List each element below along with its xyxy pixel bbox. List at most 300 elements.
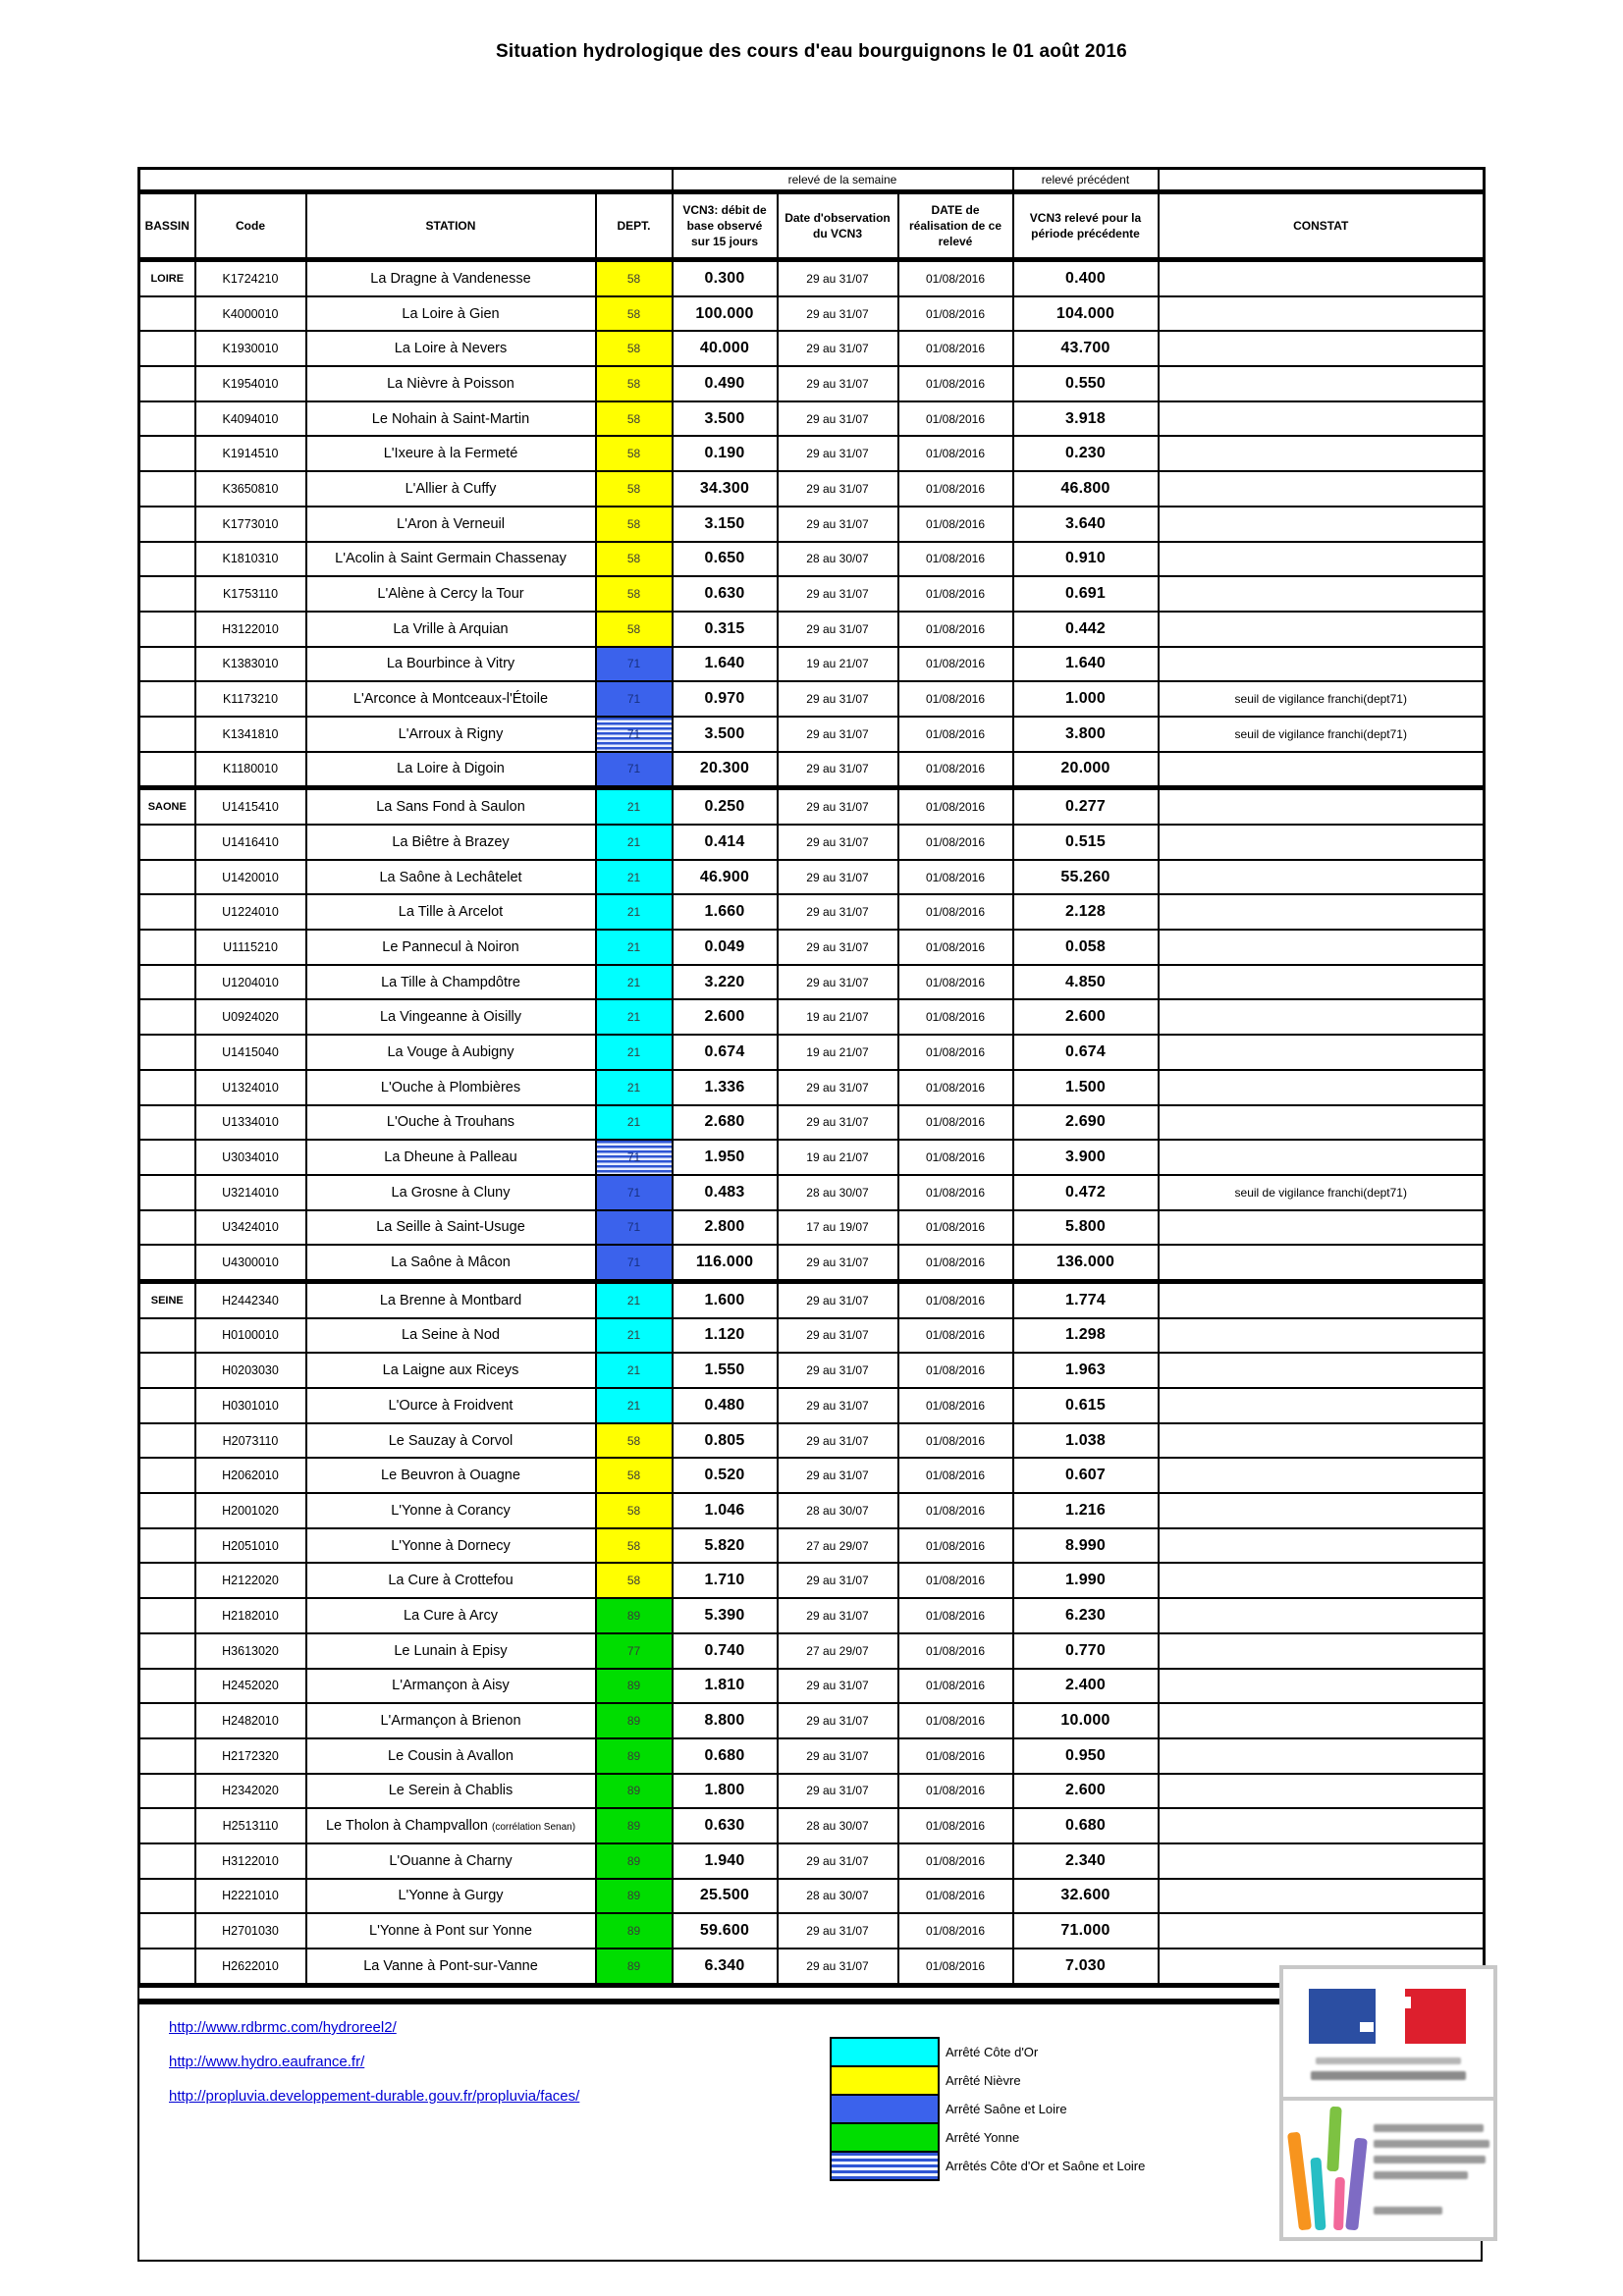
dept-badge: 58 xyxy=(596,612,673,647)
dept-badge: 58 xyxy=(596,1528,673,1564)
station-code: H2073110 xyxy=(195,1423,306,1459)
observation-date: 29 au 31/07 xyxy=(778,1070,898,1105)
previous-vcn3: 0.058 xyxy=(1013,930,1159,965)
station-name: L'Allier à Cuffy xyxy=(306,471,596,507)
header-vcn3: VCN3: débit de base observé sur 15 jours xyxy=(673,192,778,260)
vcn3-value: 3.500 xyxy=(673,401,778,437)
table-row xyxy=(139,1808,1485,1843)
logo-caption-line xyxy=(1316,2057,1461,2064)
constat-note xyxy=(1159,1563,1485,1598)
constat-note xyxy=(1159,788,1485,825)
previous-vcn3: 0.400 xyxy=(1013,260,1159,296)
previous-vcn3: 1.000 xyxy=(1013,681,1159,717)
station-name: Le Pannecul à Noiron xyxy=(306,930,596,965)
table-row xyxy=(139,930,1485,965)
vcn3-value: 20.300 xyxy=(673,752,778,788)
observation-date: 29 au 31/07 xyxy=(778,1105,898,1141)
station-code: U1204010 xyxy=(195,965,306,1000)
constat-note xyxy=(1159,1808,1485,1843)
station-code: U1115210 xyxy=(195,930,306,965)
observation-date: 28 au 30/07 xyxy=(778,1175,898,1210)
survey-date: 01/08/2016 xyxy=(898,1458,1013,1493)
dept-badge: 71 xyxy=(596,752,673,788)
station-name: La Vouge à Aubigny xyxy=(306,1035,596,1070)
bassin-cell xyxy=(139,1738,195,1774)
vcn3-value: 0.970 xyxy=(673,681,778,717)
station-code: H2001020 xyxy=(195,1493,306,1528)
bassin-cell xyxy=(139,1774,195,1809)
station-code: H0203030 xyxy=(195,1353,306,1388)
previous-vcn3: 1.640 xyxy=(1013,647,1159,682)
observation-date: 19 au 21/07 xyxy=(778,647,898,682)
station-name: La Biêtre à Brazey xyxy=(306,825,596,860)
bassin-cell xyxy=(139,1703,195,1738)
station-name: La Dragne à Vandenesse xyxy=(306,260,596,296)
dept-badge: 58 xyxy=(596,401,673,437)
observation-date: 29 au 31/07 xyxy=(778,576,898,612)
station-name: La Vrille à Arquian xyxy=(306,612,596,647)
table-row xyxy=(139,1353,1485,1388)
vcn3-value: 2.800 xyxy=(673,1210,778,1246)
observation-date: 29 au 31/07 xyxy=(778,965,898,1000)
dreal-caption-line xyxy=(1374,2140,1489,2148)
station-code: K1773010 xyxy=(195,507,306,542)
constat-note: seuil de vigilance franchi(dept71) xyxy=(1159,681,1485,717)
constat-note xyxy=(1159,1703,1485,1738)
header-row xyxy=(139,192,1485,260)
station-name: La Vanne à Pont-sur-Vanne xyxy=(306,1949,596,1985)
constat-note: seuil de vigilance franchi(dept71) xyxy=(1159,717,1485,752)
dept-badge: 89 xyxy=(596,1879,673,1914)
dept-badge: 21 xyxy=(596,788,673,825)
bassin-cell xyxy=(139,1245,195,1281)
bassin-cell xyxy=(139,1598,195,1633)
previous-vcn3: 0.515 xyxy=(1013,825,1159,860)
station-name: L'Ixeure à la Fermeté xyxy=(306,436,596,471)
constat-note xyxy=(1159,1388,1485,1423)
observation-date: 27 au 29/07 xyxy=(778,1633,898,1669)
station-name: La Loire à Digoin xyxy=(306,752,596,788)
previous-vcn3: 2.340 xyxy=(1013,1843,1159,1879)
dept-badge: 58 xyxy=(596,366,673,401)
observation-date: 29 au 31/07 xyxy=(778,1245,898,1281)
hydrology-table xyxy=(137,167,1486,1988)
station-name: L'Aron à Verneuil xyxy=(306,507,596,542)
vcn3-value: 0.480 xyxy=(673,1388,778,1423)
constat-note xyxy=(1159,542,1485,577)
vcn3-value: 0.414 xyxy=(673,825,778,860)
band-releve-precedent: relevé précédent xyxy=(1013,169,1159,192)
station-code: K1383010 xyxy=(195,647,306,682)
vcn3-value: 0.315 xyxy=(673,612,778,647)
table-row xyxy=(139,1774,1485,1809)
previous-vcn3: 0.910 xyxy=(1013,542,1159,577)
band-row xyxy=(139,169,1485,192)
previous-vcn3: 3.918 xyxy=(1013,401,1159,437)
previous-vcn3: 0.680 xyxy=(1013,1808,1159,1843)
table-row xyxy=(139,331,1485,366)
bassin-cell xyxy=(139,471,195,507)
previous-vcn3: 8.990 xyxy=(1013,1528,1159,1564)
survey-date: 01/08/2016 xyxy=(898,894,1013,930)
survey-date: 01/08/2016 xyxy=(898,788,1013,825)
observation-date: 29 au 31/07 xyxy=(778,1843,898,1879)
vcn3-value: 1.600 xyxy=(673,1281,778,1317)
constat-note xyxy=(1159,999,1485,1035)
station-code: H2182010 xyxy=(195,1598,306,1633)
station-name: L'Ouanne à Charny xyxy=(306,1843,596,1879)
vcn3-value: 0.520 xyxy=(673,1458,778,1493)
table-row xyxy=(139,1598,1485,1633)
header-constat: CONSTAT xyxy=(1159,192,1485,260)
dept-badge: 21 xyxy=(596,930,673,965)
dept-badge: 89 xyxy=(596,1843,673,1879)
legend-swatch-green xyxy=(830,2122,940,2153)
survey-date: 01/08/2016 xyxy=(898,647,1013,682)
vcn3-value: 0.490 xyxy=(673,366,778,401)
dept-badge: 89 xyxy=(596,1774,673,1809)
survey-date: 01/08/2016 xyxy=(898,1353,1013,1388)
table-row xyxy=(139,752,1485,788)
survey-date: 01/08/2016 xyxy=(898,681,1013,717)
constat-note xyxy=(1159,1633,1485,1669)
constat-note xyxy=(1159,366,1485,401)
survey-date: 01/08/2016 xyxy=(898,1388,1013,1423)
dept-badge: 58 xyxy=(596,471,673,507)
vcn3-value: 59.600 xyxy=(673,1913,778,1949)
vcn3-value: 1.950 xyxy=(673,1140,778,1175)
previous-vcn3: 2.690 xyxy=(1013,1105,1159,1141)
survey-date: 01/08/2016 xyxy=(898,1738,1013,1774)
table-row xyxy=(139,1563,1485,1598)
dept-badge: 71 xyxy=(596,647,673,682)
survey-date: 01/08/2016 xyxy=(898,1105,1013,1141)
previous-vcn3: 0.770 xyxy=(1013,1633,1159,1669)
station-code: K3650810 xyxy=(195,471,306,507)
station-code: H2482010 xyxy=(195,1703,306,1738)
constat-note xyxy=(1159,576,1485,612)
vcn3-value: 0.300 xyxy=(673,260,778,296)
dept-badge: 21 xyxy=(596,1353,673,1388)
observation-date: 27 au 29/07 xyxy=(778,1528,898,1564)
station-code: U1415410 xyxy=(195,788,306,825)
survey-date: 01/08/2016 xyxy=(898,260,1013,296)
observation-date: 29 au 31/07 xyxy=(778,507,898,542)
previous-vcn3: 0.230 xyxy=(1013,436,1159,471)
observation-date: 19 au 21/07 xyxy=(778,1140,898,1175)
bassin-cell xyxy=(139,1458,195,1493)
observation-date: 29 au 31/07 xyxy=(778,717,898,752)
previous-vcn3: 5.800 xyxy=(1013,1210,1159,1246)
previous-vcn3: 2.600 xyxy=(1013,999,1159,1035)
constat-note xyxy=(1159,507,1485,542)
station-name: L'Yonne à Pont sur Yonne xyxy=(306,1913,596,1949)
vcn3-value: 1.710 xyxy=(673,1563,778,1598)
survey-date: 01/08/2016 xyxy=(898,1949,1013,1985)
previous-vcn3: 0.674 xyxy=(1013,1035,1159,1070)
legend-label: Arrêtés Côte d'Or et Saône et Loire xyxy=(946,2159,1146,2173)
survey-date: 01/08/2016 xyxy=(898,1070,1013,1105)
bassin-cell xyxy=(139,1843,195,1879)
table-row xyxy=(139,401,1485,437)
dept-badge: 71 xyxy=(596,1245,673,1281)
dept-badge: 58 xyxy=(596,1493,673,1528)
dept-badge: 71 xyxy=(596,1175,673,1210)
table-row xyxy=(139,999,1485,1035)
legend-swatch-blue xyxy=(830,2094,940,2124)
table-row xyxy=(139,542,1485,577)
links-block xyxy=(169,2010,579,2113)
bassin-cell xyxy=(139,436,195,471)
dept-badge: 21 xyxy=(596,825,673,860)
previous-vcn3: 1.298 xyxy=(1013,1318,1159,1354)
survey-date: 01/08/2016 xyxy=(898,471,1013,507)
constat-note: seuil de vigilance franchi(dept71) xyxy=(1159,1175,1485,1210)
legend-swatch-striped xyxy=(830,2151,940,2181)
survey-date: 01/08/2016 xyxy=(898,436,1013,471)
station-code: K1810310 xyxy=(195,542,306,577)
survey-date: 01/08/2016 xyxy=(898,542,1013,577)
constat-note xyxy=(1159,260,1485,296)
station-code: U1415040 xyxy=(195,1035,306,1070)
vcn3-value: 1.660 xyxy=(673,894,778,930)
station-name: L'Arconce à Montceaux-l'Étoile xyxy=(306,681,596,717)
bassin-cell xyxy=(139,1318,195,1354)
survey-date: 01/08/2016 xyxy=(898,1633,1013,1669)
dept-badge: 21 xyxy=(596,1388,673,1423)
table-row xyxy=(139,1703,1485,1738)
bassin-cell xyxy=(139,1035,195,1070)
table-row xyxy=(139,1105,1485,1141)
vcn3-value: 1.800 xyxy=(673,1774,778,1809)
constat-note xyxy=(1159,401,1485,437)
survey-date: 01/08/2016 xyxy=(898,576,1013,612)
vcn3-value: 0.049 xyxy=(673,930,778,965)
bassin-cell xyxy=(139,576,195,612)
station-name: L'Acolin à Saint Germain Chassenay xyxy=(306,542,596,577)
constat-note xyxy=(1159,1281,1485,1317)
constat-note xyxy=(1159,1423,1485,1459)
dept-badge: 89 xyxy=(596,1738,673,1774)
dept-badge: 71 xyxy=(596,681,673,717)
observation-date: 29 au 31/07 xyxy=(778,260,898,296)
previous-vcn3: 1.216 xyxy=(1013,1493,1159,1528)
previous-vcn3: 20.000 xyxy=(1013,752,1159,788)
dept-badge: 21 xyxy=(596,999,673,1035)
station-name: La Loire à Gien xyxy=(306,296,596,332)
bassin-cell: LOIRE xyxy=(139,260,195,296)
vcn3-value: 40.000 xyxy=(673,331,778,366)
bassin-cell xyxy=(139,1528,195,1564)
dept-badge: 21 xyxy=(596,1105,673,1141)
previous-vcn3: 1.500 xyxy=(1013,1070,1159,1105)
table-body xyxy=(139,260,1485,1986)
survey-date: 01/08/2016 xyxy=(898,1703,1013,1738)
constat-note xyxy=(1159,1458,1485,1493)
survey-date: 01/08/2016 xyxy=(898,999,1013,1035)
bassin-cell: SAONE xyxy=(139,788,195,825)
bassin-cell xyxy=(139,717,195,752)
observation-date: 29 au 31/07 xyxy=(778,1563,898,1598)
station-code: H0301010 xyxy=(195,1388,306,1423)
observation-date: 29 au 31/07 xyxy=(778,681,898,717)
station-code: K1724210 xyxy=(195,260,306,296)
table-row xyxy=(139,1458,1485,1493)
observation-date: 28 au 30/07 xyxy=(778,1493,898,1528)
previous-vcn3: 6.230 xyxy=(1013,1598,1159,1633)
constat-note xyxy=(1159,331,1485,366)
dept-badge: 89 xyxy=(596,1808,673,1843)
station-code: U4300010 xyxy=(195,1245,306,1281)
republique-francaise-flag-logo xyxy=(1283,1969,1493,2101)
observation-date: 29 au 31/07 xyxy=(778,1423,898,1459)
table-row xyxy=(139,647,1485,682)
dept-badge: 89 xyxy=(596,1949,673,1985)
bassin-cell xyxy=(139,612,195,647)
previous-vcn3: 4.850 xyxy=(1013,965,1159,1000)
constat-note xyxy=(1159,894,1485,930)
table-row xyxy=(139,681,1485,717)
table-row xyxy=(139,1281,1485,1317)
previous-vcn3: 2.600 xyxy=(1013,1774,1159,1809)
legend-label: Arrêté Saône et Loire xyxy=(946,2102,1067,2116)
dept-badge: 77 xyxy=(596,1633,673,1669)
bassin-cell xyxy=(139,647,195,682)
legend-item xyxy=(830,2037,1145,2067)
station-name: L'Armançon à Brienon xyxy=(306,1703,596,1738)
table-row xyxy=(139,825,1485,860)
bassin-cell xyxy=(139,1353,195,1388)
previous-vcn3: 0.550 xyxy=(1013,366,1159,401)
bassin-cell xyxy=(139,1563,195,1598)
vcn3-value: 6.340 xyxy=(673,1949,778,1985)
survey-date: 01/08/2016 xyxy=(898,965,1013,1000)
observation-date: 17 au 19/07 xyxy=(778,1210,898,1246)
station-name: La Nièvre à Poisson xyxy=(306,366,596,401)
survey-date: 01/08/2016 xyxy=(898,1175,1013,1210)
header-dept: DEPT. xyxy=(596,192,673,260)
table-row xyxy=(139,471,1485,507)
bassin-cell xyxy=(139,1493,195,1528)
survey-date: 01/08/2016 xyxy=(898,1035,1013,1070)
constat-note xyxy=(1159,612,1485,647)
dreal-caption-line xyxy=(1374,2156,1486,2163)
station-code: H3613020 xyxy=(195,1633,306,1669)
station-name: La Saône à Mâcon xyxy=(306,1245,596,1281)
station-code: H2051010 xyxy=(195,1528,306,1564)
link-eaufrance[interactable]: http://www.hydro.eaufrance.fr/ xyxy=(169,2054,365,2070)
survey-date: 01/08/2016 xyxy=(898,1140,1013,1175)
observation-date: 29 au 31/07 xyxy=(778,1281,898,1317)
observation-date: 29 au 31/07 xyxy=(778,1353,898,1388)
previous-vcn3: 104.000 xyxy=(1013,296,1159,332)
header-date-realisation: DATE de réalisation de ce relevé xyxy=(898,192,1013,260)
previous-vcn3: 1.774 xyxy=(1013,1281,1159,1317)
previous-vcn3: 3.640 xyxy=(1013,507,1159,542)
vcn3-value: 0.650 xyxy=(673,542,778,577)
dept-badge: 89 xyxy=(596,1703,673,1738)
table-row xyxy=(139,260,1485,296)
bassin-cell xyxy=(139,825,195,860)
bassin-cell xyxy=(139,1913,195,1949)
station-code: U1334010 xyxy=(195,1105,306,1141)
station-code: H2701030 xyxy=(195,1913,306,1949)
table-row xyxy=(139,717,1485,752)
previous-vcn3: 0.950 xyxy=(1013,1738,1159,1774)
observation-date: 29 au 31/07 xyxy=(778,860,898,895)
bassin-cell xyxy=(139,1175,195,1210)
station-code: K4000010 xyxy=(195,296,306,332)
link-hydroreel[interactable]: http://www.rdbrmc.com/hydroreel2/ xyxy=(169,2019,397,2036)
previous-vcn3: 2.400 xyxy=(1013,1669,1159,1704)
station-name: Le Sauzay à Corvol xyxy=(306,1423,596,1459)
header-date-observation: Date d'observation du VCN3 xyxy=(778,192,898,260)
constat-note xyxy=(1159,752,1485,788)
station-name: La Loire à Nevers xyxy=(306,331,596,366)
dept-badge: 21 xyxy=(596,1281,673,1317)
dreal-caption-line xyxy=(1374,2124,1484,2132)
dreal-bar-pink-icon xyxy=(1333,2177,1345,2230)
table-row xyxy=(139,1210,1485,1246)
survey-date: 01/08/2016 xyxy=(898,612,1013,647)
bassin-cell xyxy=(139,1140,195,1175)
survey-date: 01/08/2016 xyxy=(898,507,1013,542)
survey-date: 01/08/2016 xyxy=(898,825,1013,860)
constat-note xyxy=(1159,825,1485,860)
observation-date: 29 au 31/07 xyxy=(778,366,898,401)
previous-vcn3: 43.700 xyxy=(1013,331,1159,366)
station-name: Le Serein à Chablis xyxy=(306,1774,596,1809)
previous-vcn3: 46.800 xyxy=(1013,471,1159,507)
observation-date: 29 au 31/07 xyxy=(778,1703,898,1738)
vcn3-value: 0.250 xyxy=(673,788,778,825)
table-row xyxy=(139,1843,1485,1879)
vcn3-value: 8.800 xyxy=(673,1703,778,1738)
vcn3-value: 0.190 xyxy=(673,436,778,471)
logo-caption-line xyxy=(1311,2071,1466,2080)
dept-badge: 58 xyxy=(596,1423,673,1459)
dreal-bar-purple-icon xyxy=(1345,2138,1368,2231)
observation-date: 29 au 31/07 xyxy=(778,1738,898,1774)
vcn3-value: 1.336 xyxy=(673,1070,778,1105)
station-name: L'Ouche à Plombières xyxy=(306,1070,596,1105)
bassin-cell xyxy=(139,1633,195,1669)
dreal-caption-line xyxy=(1374,2207,1442,2215)
previous-vcn3: 1.963 xyxy=(1013,1353,1159,1388)
table-row xyxy=(139,1035,1485,1070)
table-row xyxy=(139,1318,1485,1354)
table-row xyxy=(139,436,1485,471)
observation-date: 29 au 31/07 xyxy=(778,1458,898,1493)
observation-date: 28 au 30/07 xyxy=(778,1808,898,1843)
bassin-cell xyxy=(139,1105,195,1141)
vcn3-value: 34.300 xyxy=(673,471,778,507)
previous-vcn3: 3.900 xyxy=(1013,1140,1159,1175)
legend-item xyxy=(830,2122,1145,2153)
observation-date: 19 au 21/07 xyxy=(778,1035,898,1070)
vcn3-value: 1.810 xyxy=(673,1669,778,1704)
previous-vcn3: 1.038 xyxy=(1013,1423,1159,1459)
station-name: La Seine à Nod xyxy=(306,1318,596,1354)
link-propluvia[interactable]: http://propluvia.developpement-durable.gouv.fr/propluvia/faces/ xyxy=(169,2088,580,2105)
header-bassin: BASSIN xyxy=(139,192,195,260)
station-name: La Dheune à Palleau xyxy=(306,1140,596,1175)
station-name: La Cure à Arcy xyxy=(306,1598,596,1633)
legend-label: Arrêté Côte d'Or xyxy=(946,2045,1039,2059)
previous-vcn3: 0.691 xyxy=(1013,576,1159,612)
table-row xyxy=(139,1633,1485,1669)
observation-date: 29 au 31/07 xyxy=(778,612,898,647)
